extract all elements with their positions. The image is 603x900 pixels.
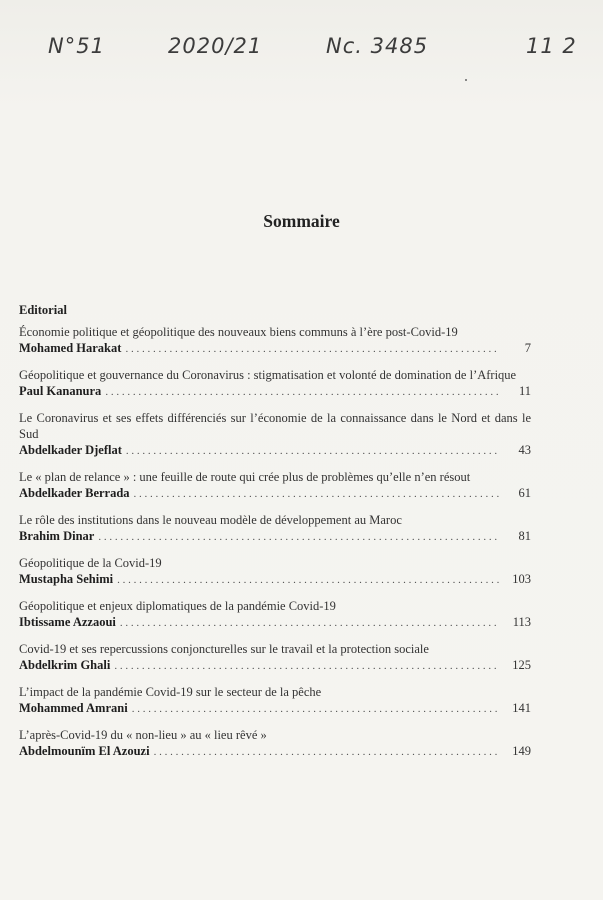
toc-entry-page-number: 61 [518,486,531,500]
toc-entry-title: Géopolitique de la Covid-19 [19,556,162,570]
dot-leader [126,443,499,460]
toc-entry-page-number: 43 [518,443,531,457]
toc-entry [19,410,531,460]
toc-entry-author: Ibtissame Azzaoui [19,615,116,629]
toc-entry-page-number: 149 [512,744,531,758]
toc-entry-title: Covid-19 et ses repercussions conjoncturelles sur le travail et la protection sociale [19,642,429,656]
toc-entry [19,512,531,546]
toc-entry-page-number: 11 [518,384,531,398]
toc-author-line [19,442,531,460]
toc-entry-title: Économie politique et géopolitique des nouveaux biens communs à l’ère post-Covid-19 [19,325,458,339]
toc-author-line [19,700,531,718]
ink-dot [465,79,467,81]
dot-leader [114,658,499,675]
toc-entry [19,367,531,401]
toc-author-line [19,571,531,589]
toc-entry-page-number: 141 [512,701,531,715]
toc-entry-author: Brahim Dinar [19,529,95,543]
toc-entry [19,684,531,718]
dot-leader [120,615,499,632]
toc-entry-author: Abdelkader Djeflat [19,443,122,457]
toc-entry-title: Le « plan de relance » : une feuille de route qui crée plus de problèmes qu’elle n’en résout [19,470,471,484]
toc-author-line [19,657,531,675]
toc-entry [19,598,531,632]
toc-entry-author: Mohammed Amrani [19,701,128,715]
toc-author-line [19,383,531,401]
toc-entry-author: Abdelmounïm El Azouzi [19,744,150,758]
toc-entry-page-number: 81 [518,529,531,543]
dot-leader [105,384,499,401]
dot-leader [98,529,499,546]
page-title: Sommaire [263,210,340,231]
toc-entry [19,469,531,503]
toc-author-line [19,485,531,503]
handwritten-year: 2020/21 [168,34,263,58]
handwritten-issue-number: N°51 [48,34,105,58]
dot-leader [125,341,499,358]
toc-author-line [19,340,531,358]
toc-entry [19,641,531,675]
toc-entry-author: Mustapha Sehimi [19,572,114,586]
toc-author-line [19,528,531,546]
toc-entry-page-number: 113 [512,615,531,629]
handwritten-mark: 11 2 [526,34,577,58]
section-heading-editorial: Editorial [19,303,67,317]
toc-entry-page-number: 7 [524,341,531,355]
dot-leader [132,701,499,718]
toc-entry [19,727,531,761]
toc-entry-author: Abdelkrim Ghali [19,658,111,672]
toc-entry-title: L’impact de la pandémie Covid-19 sur le secteur de la pêche [19,685,322,699]
toc-author-line [19,614,531,632]
toc-entry [19,555,531,589]
toc-entry-title: Géopolitique et gouvernance du Coronavirus : stigmatisation et volonté de domination de l’Afrique [19,368,517,382]
toc-author-line [19,743,531,761]
toc-entry-author: Paul Kananura [19,384,102,398]
toc-entry-page-number: 125 [512,658,531,672]
toc-entry-page-number: 103 [512,572,531,586]
toc-entries [19,324,531,761]
toc-entry-author: Mohamed Harakat [19,341,122,355]
handwritten-inventory-number: Nc. 3485 [326,34,429,58]
toc-entry-author: Abdelkader Berrada [19,486,130,500]
toc-entry-title: Géopolitique et enjeux diplomatiques de la pandémie Covid-19 [19,599,336,613]
toc-entry-title: Le rôle des institutions dans le nouveau modèle de développement au Maroc [19,513,402,527]
toc-entry [19,324,531,358]
dot-leader [154,744,499,761]
dot-leader [134,486,499,503]
dot-leader [117,572,499,589]
toc-entry-title: L’après-Covid-19 du « non-lieu » au « lieu rêvé » [19,728,267,742]
table-of-contents [19,303,531,770]
toc-entry-title: Le Coronavirus et ses effets différenciés sur l’économie de la connaissance dans le Nord et dans le Sud [19,411,531,441]
